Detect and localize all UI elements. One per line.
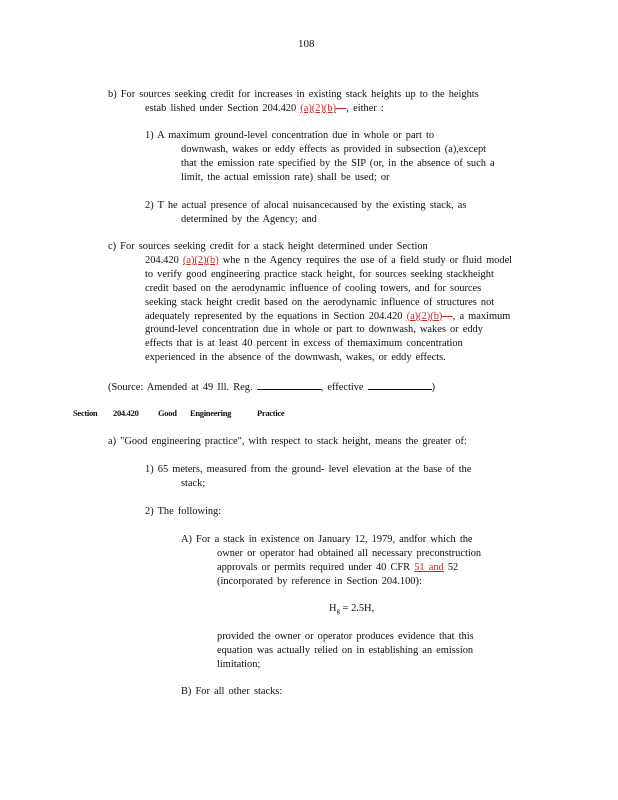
paragraph-b <box>108 88 479 116</box>
amendment-delete: — <box>336 102 347 114</box>
item-b1: 1) A maximum ground-level concentration due in whole or part to downwash, wakes or eddy effects as provided in subsection (a),except that the emission rate specified by the SIP (or, in the absence of such a limit, the actual emission rate) shall be used; or <box>145 130 495 183</box>
item-a2-A: A) For a stack in existence on January 12, 1979, andfor which the owner or operator had obtained all necessary preconstruction approvals or permits required under 40 CFR 51 and 52 (incorporated by reference in Section 204.100): <box>181 534 482 587</box>
paragraph-a: a) "Good engineering practice", with respect to stack height, means the greater of: <box>108 436 467 447</box>
page-number: 108 <box>298 38 315 50</box>
amendment-insert: (a)(2)(b) <box>182 254 219 266</box>
section-title-word: Good <box>158 408 177 418</box>
item-a1: 1) 65 meters, measured from the ground- level elevation at the base of the stack; <box>145 464 472 489</box>
amendment-insert: (a)(2)(b) <box>300 102 337 114</box>
item-a2-B: B) For all other stacks: <box>181 686 283 697</box>
proviso-paragraph: provided the owner or operator produces evidence that this equation was actually relied on in establishing an emission limitation; <box>217 631 474 670</box>
source-note: (Source: Amended at 49 Ill. Reg. , effective ) <box>108 382 436 393</box>
section-title-word: Engineering <box>190 408 232 418</box>
equation: $H_g = 2.5H$, <box>329 603 375 615</box>
blank-line <box>257 380 321 390</box>
section-label: Section <box>73 408 98 418</box>
section-title-word: Practice <box>257 408 285 418</box>
text-line: estab lished under Section 204.420 (a)(2)(b)—, either : <box>145 102 384 114</box>
amendment-delete: — <box>442 310 453 322</box>
amendment-insert: (a)(2)(b) <box>406 310 443 322</box>
section-number: 204.420 <box>113 408 139 418</box>
item-a2: 2) The following: <box>145 506 222 517</box>
text-line: b) For sources seeking credit for increases in existing stack heights up to the heights <box>108 89 479 100</box>
blank-line <box>368 380 432 390</box>
paragraph-c: c) For sources seeking credit for a stack height determined under Section 204.420 (a)(2)(b) whe n the Agency requires the use of a field study or fluid model to verify good engineering practice stack height, for sources seeking stackheight credit based on the aerodynamic influence of cooling towers, and for sources seeking stack height credit based on the aerodynamic influence of structures not adequately represented by the equations in Section 204.420 (a)(2)(b)—, a maximum ground-level concentration due in whole or part to downwash, wakes or eddy effects that is at least 40 percent in excess of themaximum concentration experienced in the absence of the downwash, wakes, or eddy effects. <box>108 241 513 364</box>
item-b2: 2) T he actual presence of alocal nuisancecaused by the existing stack, as determined by the Agency; and <box>145 200 467 225</box>
amendment-insert: 51 and <box>414 561 444 573</box>
